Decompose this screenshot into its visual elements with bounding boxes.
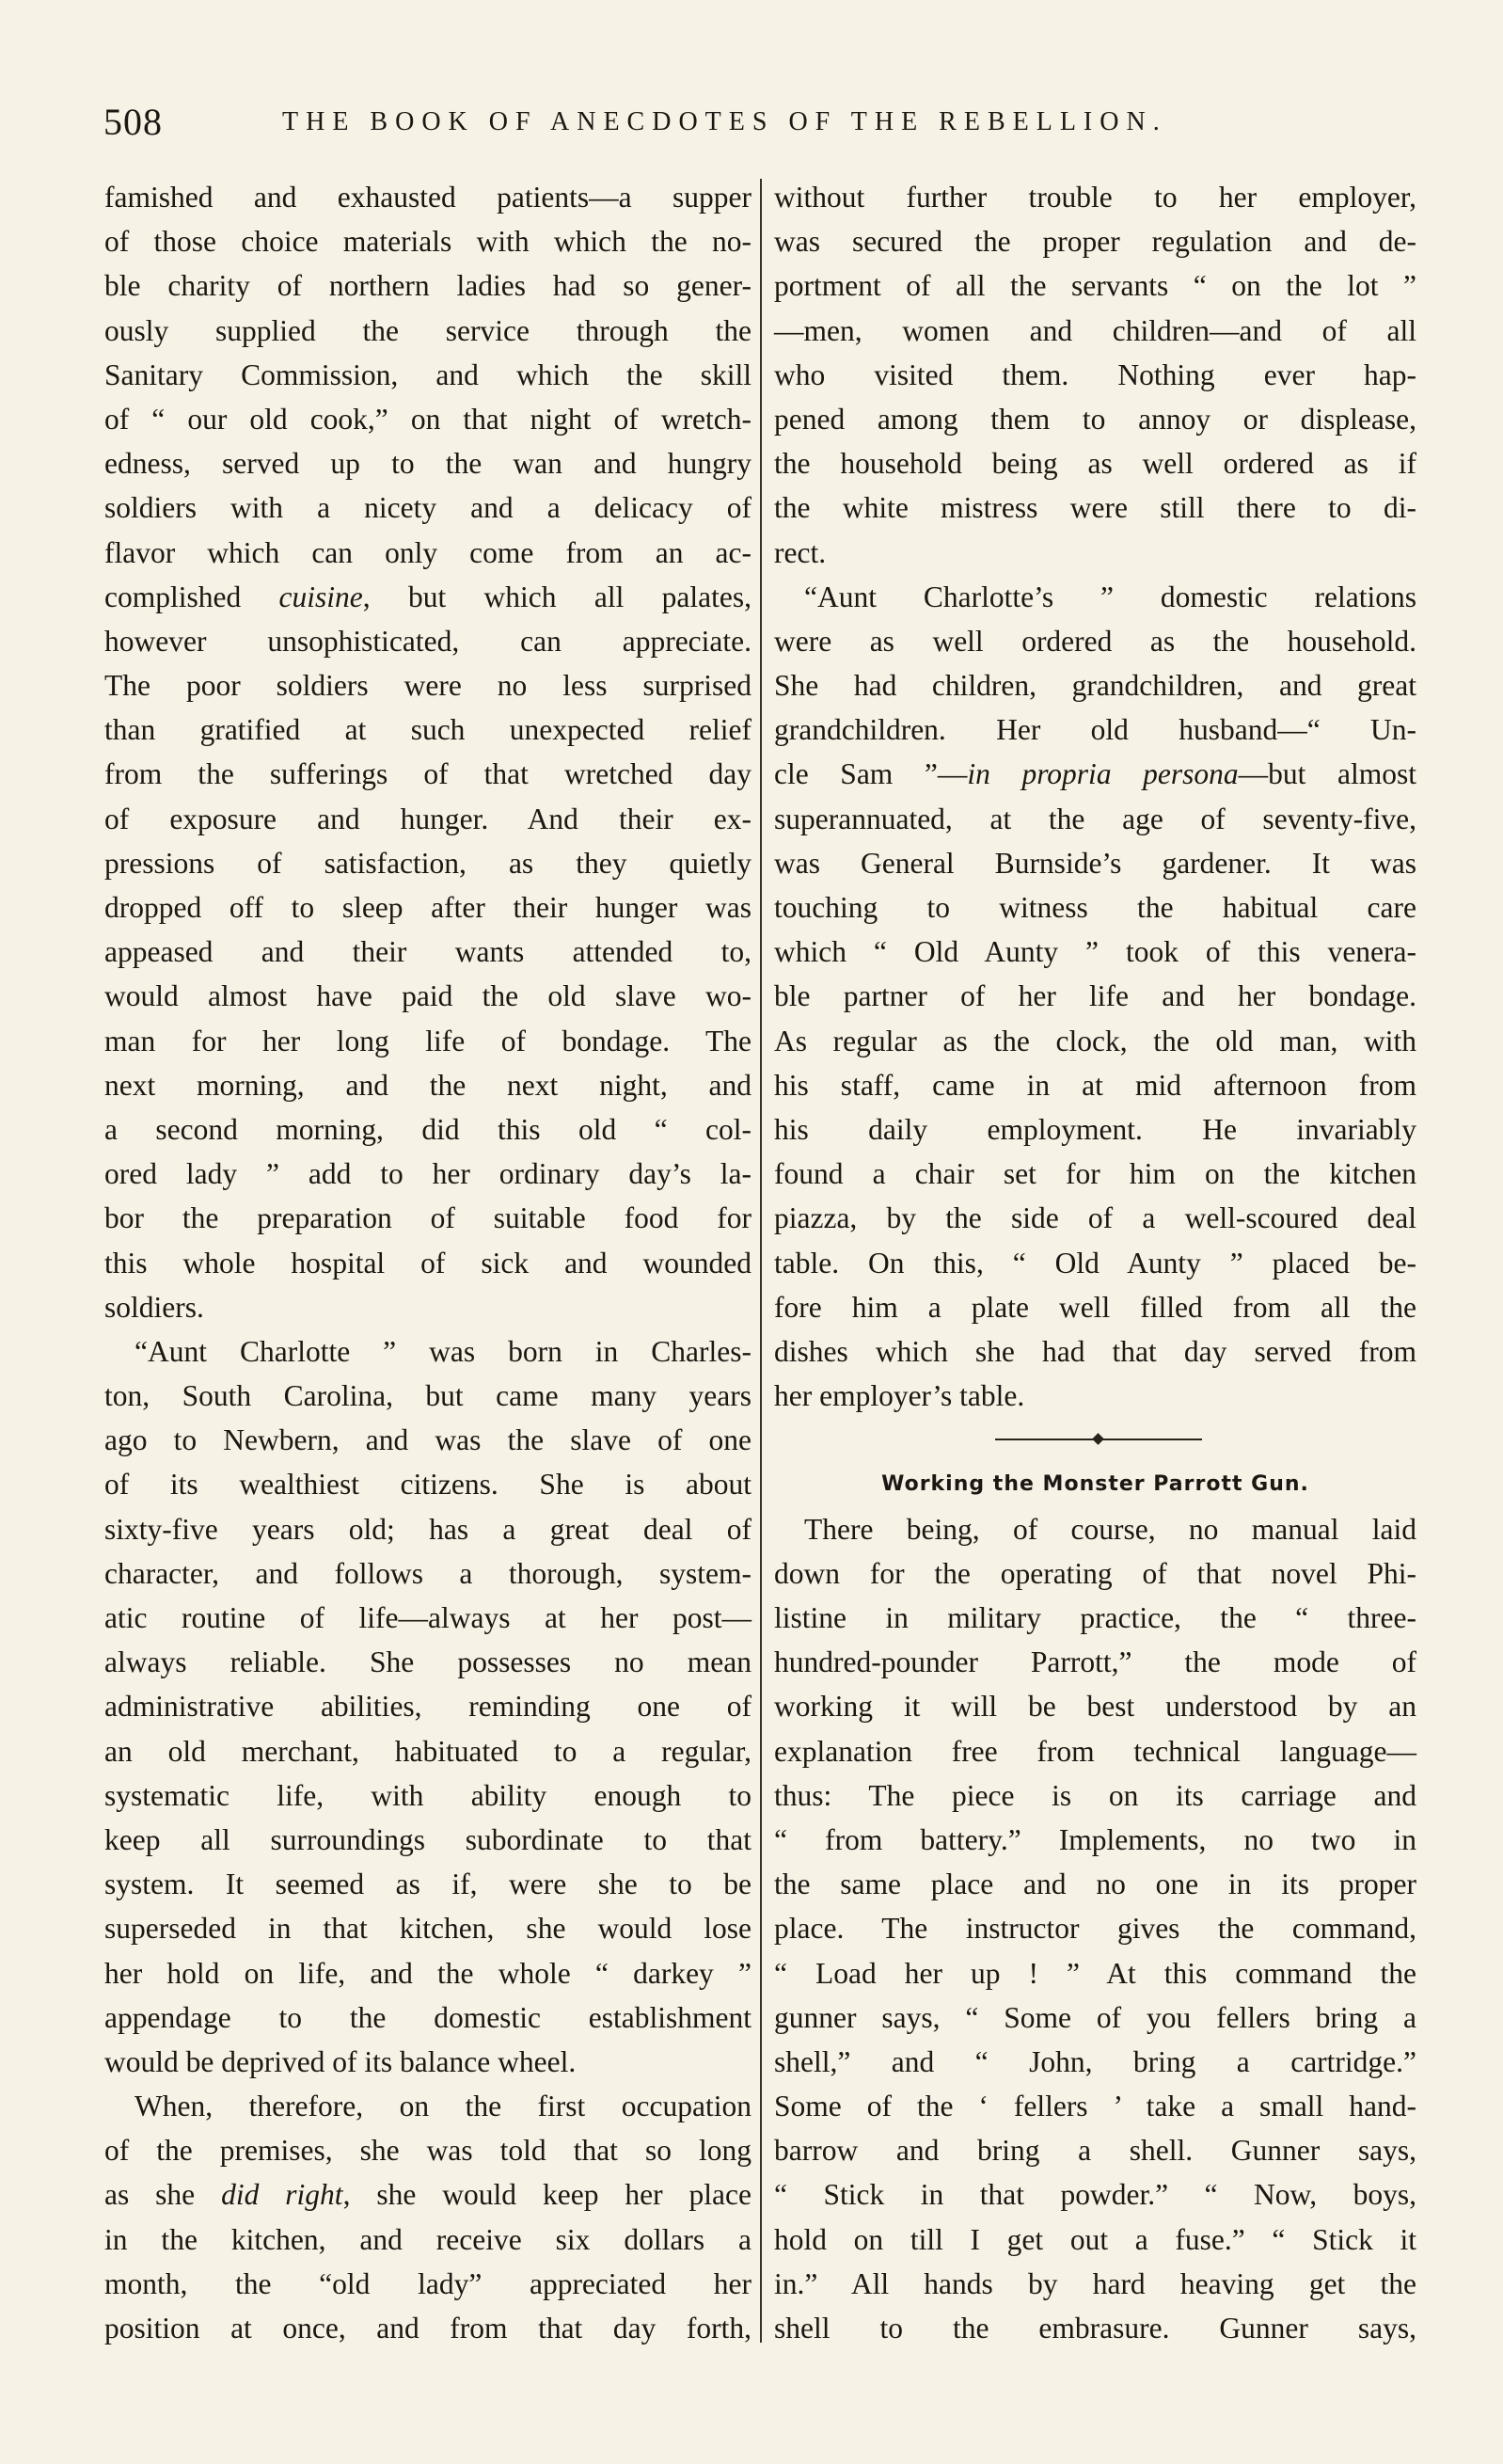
text-line: Sanitary Commission, and which the skill bbox=[104, 358, 752, 391]
page-header bbox=[103, 100, 1420, 156]
text-line: his daily employment. He invariably bbox=[774, 1112, 1416, 1146]
text-line: “ from battery.” Implements, no two in bbox=[774, 1822, 1416, 1856]
text-line: month, the “old lady” appreciated her bbox=[104, 2266, 752, 2300]
text-line: hold on till I get out a fuse.” “ Stick it bbox=[774, 2222, 1416, 2256]
text-line: the same place and no one in its proper bbox=[774, 1868, 1416, 1901]
text-line: shell to the embrasure. Gunner says, bbox=[774, 2312, 1416, 2345]
text-line: the household being as well ordered as if bbox=[774, 447, 1416, 481]
right-column-text-bottom bbox=[774, 1507, 1416, 2351]
text-line: who visited them. Nothing ever hap- bbox=[774, 358, 1416, 391]
text-line: systematic life, with ability enough to bbox=[104, 1778, 752, 1812]
text-line: dishes which she had that day served from bbox=[774, 1334, 1416, 1368]
text-line: superannuated, at the age of seventy-five, bbox=[774, 802, 1416, 835]
text-line: ously supplied the service through the bbox=[104, 313, 752, 347]
text-line: as she did right, she would keep her place bbox=[104, 2178, 752, 2212]
text-line: soldiers. bbox=[104, 1290, 204, 1324]
text-line: next morning, and the next night, and bbox=[104, 1068, 752, 1102]
text-line: thus: The piece is on its carriage and bbox=[774, 1778, 1416, 1812]
text-line: the white mistress were still there to di- bbox=[774, 491, 1416, 525]
text-line: his staff, came in at mid afternoon from bbox=[774, 1068, 1416, 1102]
text-line: Some of the ‘ fellers ’ take a small hand- bbox=[774, 2090, 1416, 2123]
text-line: There being, of course, no manual laid bbox=[804, 1512, 1416, 1546]
text-line: cle Sam ”—in propria persona—but almost bbox=[774, 757, 1416, 791]
text-line: however unsophisticated, can appreciate. bbox=[104, 624, 752, 658]
text-line: fore him a plate well filled from all the bbox=[774, 1290, 1416, 1324]
text-line: administrative abilities, reminding one of bbox=[104, 1690, 752, 1724]
text-line: —men, women and children—and of all bbox=[774, 313, 1416, 347]
text-line: flavor which can only come from an ac- bbox=[104, 535, 752, 569]
text-line: her employer’s table. bbox=[774, 1379, 1025, 1413]
text-line: “Aunt Charlotte’s ” domestic relations bbox=[804, 580, 1416, 613]
text-line: complished cuisine, but which all palates, bbox=[104, 580, 752, 613]
text-line: gunner says, “ Some of you fellers bring a bbox=[774, 2000, 1416, 2034]
text-line: bor the preparation of suitable food for bbox=[104, 1201, 752, 1235]
text-line: She had children, grandchildren, and great bbox=[774, 669, 1416, 703]
text-line: of exposure and hunger. And their ex- bbox=[104, 802, 752, 835]
text-line: ored lady ” add to her ordinary day’s la- bbox=[104, 1157, 752, 1191]
text-line: in.” All hands by hard heaving get the bbox=[774, 2266, 1416, 2300]
text-line: a second morning, did this old “ col- bbox=[104, 1112, 752, 1146]
text-line: portment of all the servants “ on the lot ” bbox=[774, 269, 1416, 303]
text-line: her hold on life, and the whole “ darkey ” bbox=[104, 1956, 752, 1990]
text-line: down for the operating of that novel Phi- bbox=[774, 1556, 1416, 1590]
text-line: atic routine of life—always at her post— bbox=[104, 1601, 752, 1634]
text-line: edness, served up to the wan and hungry bbox=[104, 447, 752, 481]
running-title: THE BOOK OF ANECDOTES OF THE REBELLION. bbox=[282, 107, 1167, 136]
text-line: shell,” and “ John, bring a cartridge.” bbox=[774, 2044, 1416, 2078]
text-line: ago to Newbern, and was the slave of one bbox=[104, 1423, 752, 1457]
text-line: famished and exhausted patients—a supper bbox=[104, 181, 752, 214]
text-line: The poor soldiers were no less surprised bbox=[104, 669, 752, 703]
text-line: was General Burnside’s gardener. It was bbox=[774, 846, 1416, 880]
text-line: character, and follows a thorough, system- bbox=[104, 1556, 752, 1590]
text-line: table. On this, “ Old Aunty ” placed be- bbox=[774, 1246, 1416, 1280]
text-line: always reliable. She possesses no mean bbox=[104, 1645, 752, 1679]
text-line: ble charity of northern ladies had so gener- bbox=[104, 269, 752, 303]
text-line: of its wealthiest citizens. She is about bbox=[104, 1468, 752, 1502]
text-line: appeased and their wants attended to, bbox=[104, 935, 752, 969]
right-column-text-top bbox=[774, 175, 1416, 1418]
text-line: man for her long life of bondage. The bbox=[104, 1024, 752, 1057]
column-divider bbox=[760, 179, 762, 2343]
text-line: from the sufferings of that wretched day bbox=[104, 757, 752, 791]
left-column bbox=[104, 175, 752, 2350]
text-line: “ Stick in that powder.” “ Now, boys, bbox=[774, 2178, 1416, 2212]
section-heading: Working the Monster Parrott Gun. bbox=[881, 1472, 1309, 1497]
text-line: “Aunt Charlotte ” was born in Charles- bbox=[134, 1334, 752, 1368]
text-line: sixty-five years old; has a great deal of bbox=[104, 1512, 752, 1546]
text-line: than gratified at such unexpected relief bbox=[104, 713, 752, 747]
text-line: When, therefore, on the first occupation bbox=[134, 2090, 752, 2123]
text-line: were as well ordered as the household. bbox=[774, 624, 1416, 658]
italic-phrase: did right bbox=[221, 2178, 343, 2212]
text-line: grandchildren. Her old husband—“ Un- bbox=[774, 713, 1416, 747]
text-line: ton, South Carolina, but came many years bbox=[104, 1379, 752, 1413]
text-line: “ Load her up ! ” At this command the bbox=[774, 1956, 1416, 1990]
text-line: found a chair set for him on the kitchen bbox=[774, 1157, 1416, 1191]
text-line: soldiers with a nicety and a delicacy of bbox=[104, 491, 752, 525]
text-line: position at once, and from that day forth, bbox=[104, 2312, 752, 2345]
text-line: of the premises, she was told that so long bbox=[104, 2134, 752, 2168]
text-line: superseded in that kitchen, she would lose bbox=[104, 1912, 752, 1946]
page-number: 508 bbox=[103, 101, 163, 143]
text-line: barrow and bring a shell. Gunner says, bbox=[774, 2134, 1416, 2168]
text-line: pressions of satisfaction, as they quietly bbox=[104, 846, 752, 880]
text-line: of “ our old cook,” on that night of wretch- bbox=[104, 402, 752, 436]
text-line: listine in military practice, the “ three- bbox=[774, 1601, 1416, 1634]
text-line: was secured the proper regulation and de- bbox=[774, 225, 1416, 259]
text-line: hundred-pounder Parrott,” the mode of bbox=[774, 1645, 1416, 1679]
text-line: working it will be best understood by an bbox=[774, 1690, 1416, 1724]
text-line: rect. bbox=[774, 535, 827, 569]
ornament-diamond bbox=[1092, 1433, 1104, 1445]
italic-phrase: in propria persona bbox=[967, 757, 1239, 791]
text-line: of those choice materials with which the no- bbox=[104, 225, 752, 259]
text-line: As regular as the clock, the old man, with bbox=[774, 1024, 1416, 1057]
text-line: keep all surroundings subordinate to that bbox=[104, 1822, 752, 1856]
text-line: without further trouble to her employer, bbox=[774, 181, 1416, 214]
text-line: would almost have paid the old slave wo- bbox=[104, 979, 752, 1013]
text-line: would be deprived of its balance wheel. bbox=[104, 2044, 577, 2078]
section-ornament bbox=[774, 1418, 1416, 1462]
text-line: ble partner of her life and her bondage. bbox=[774, 979, 1416, 1013]
text-line: in the kitchen, and receive six dollars a bbox=[104, 2222, 752, 2256]
text-line: piazza, by the side of a well-scoured deal bbox=[774, 1201, 1416, 1235]
right-column bbox=[774, 175, 1416, 2350]
text-line: an old merchant, habituated to a regular, bbox=[104, 1734, 752, 1768]
italic-phrase: cuisine bbox=[278, 580, 363, 613]
text-line: dropped off to sleep after their hunger was bbox=[104, 891, 752, 924]
text-line: place. The instructor gives the command, bbox=[774, 1912, 1416, 1946]
text-line: explanation free from technical language— bbox=[774, 1734, 1416, 1768]
text-line: pened among them to annoy or displease, bbox=[774, 402, 1416, 436]
text-line: touching to witness the habitual care bbox=[774, 891, 1416, 924]
text-line: system. It seemed as if, were she to be bbox=[104, 1868, 752, 1901]
text-line: this whole hospital of sick and wounded bbox=[104, 1246, 752, 1280]
text-line: appendage to the domestic establishment bbox=[104, 2000, 752, 2034]
text-line: which “ Old Aunty ” took of this venera- bbox=[774, 935, 1416, 969]
